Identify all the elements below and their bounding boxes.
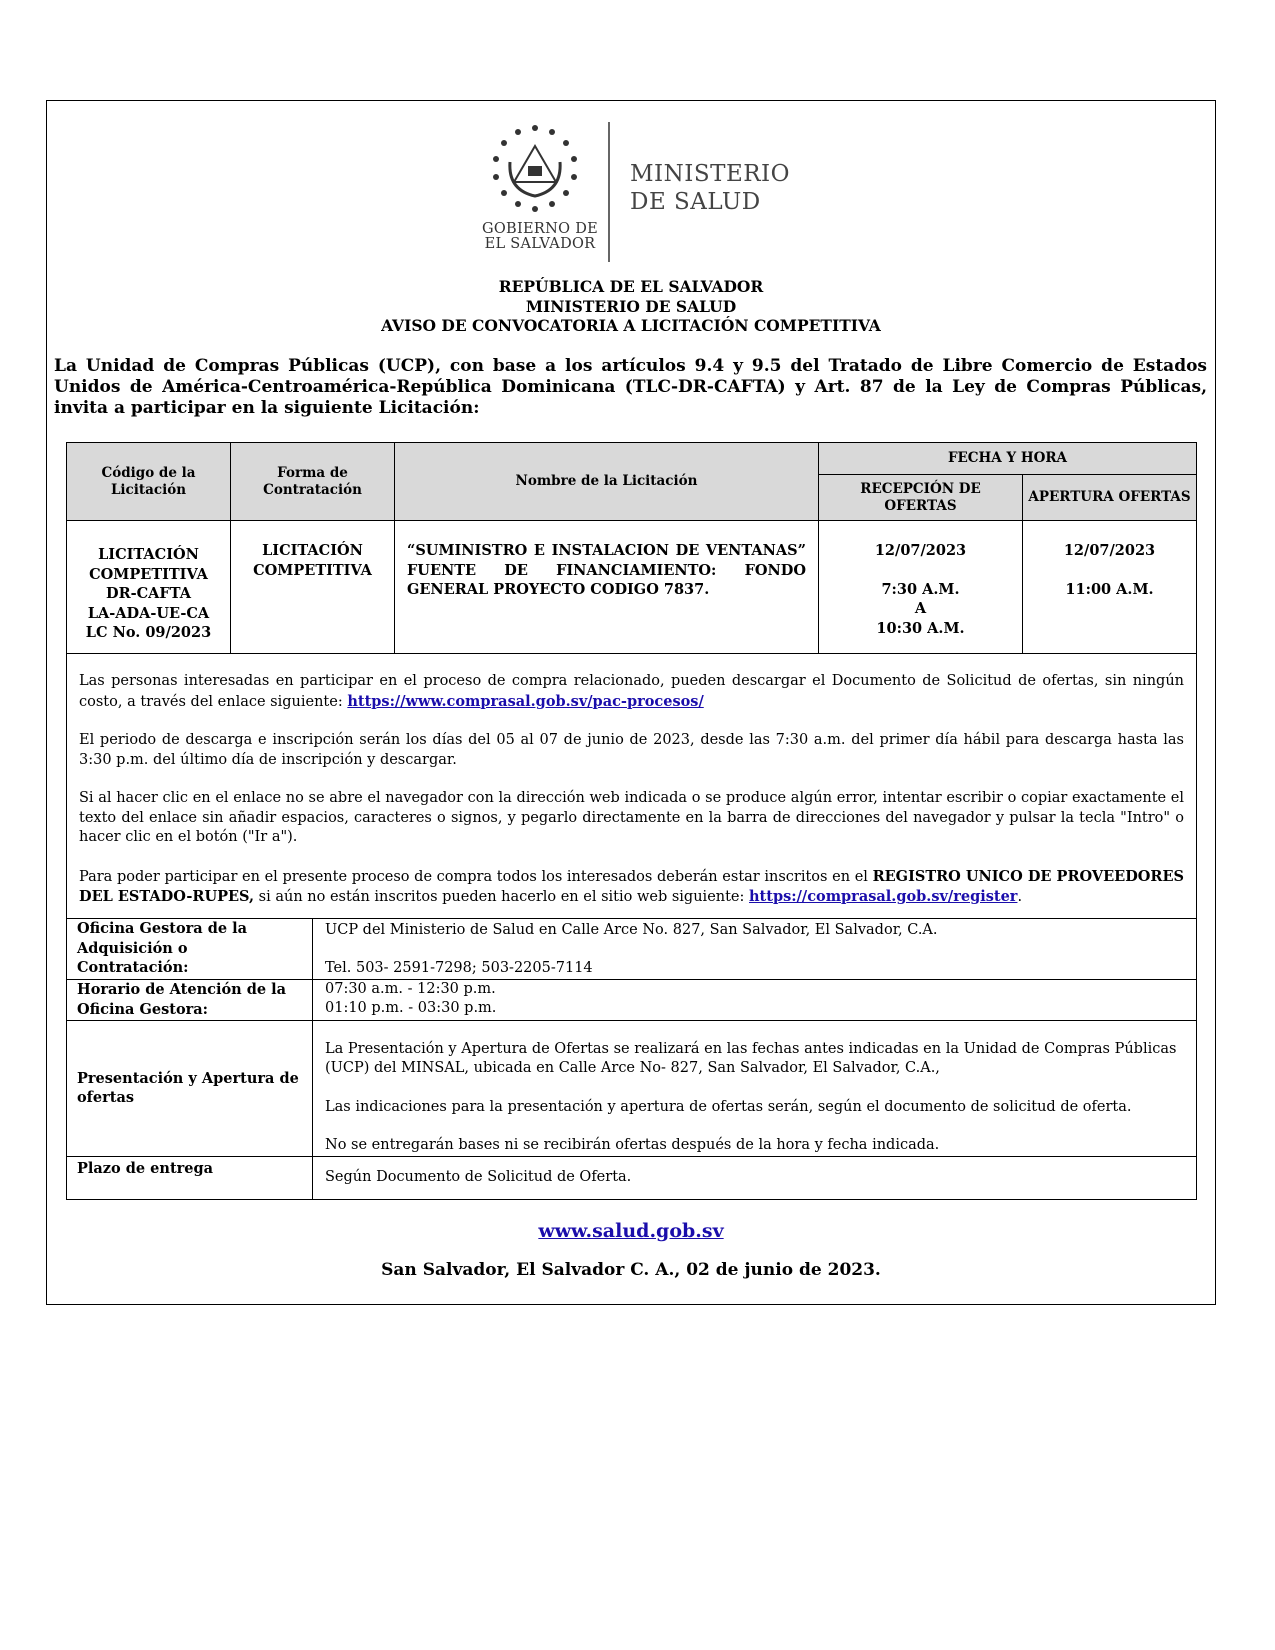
tender-table: [66, 442, 1197, 654]
header-fecha-hora: FECHA Y HORA: [819, 443, 1197, 475]
table-row: [67, 979, 1197, 1020]
horario-label: Horario de Atención de la Oficina Gestora:: [67, 979, 313, 1020]
header-codigo: Código de la Licitación: [67, 443, 231, 521]
table-row: [67, 521, 1197, 654]
gobierno-label: GOBIERNO DE EL SALVADOR: [481, 221, 599, 252]
info-cell: [67, 654, 1197, 919]
header-nombre: Nombre de la Licitación: [395, 443, 819, 521]
header-forma: Forma de Contratación: [231, 443, 395, 521]
oficina-label: Oficina Gestora de la Adquisición o Contratación:: [67, 918, 313, 979]
details-table: [66, 653, 1197, 1200]
cell-codigo: LICITACIÓN COMPETITIVA DR-CAFTA LA-ADA-UE-CA LC No. 09/2023: [67, 521, 231, 654]
ministry-logo: [480, 122, 790, 262]
plazo-value: Según Documento de Solicitud de Oferta.: [313, 1156, 1197, 1199]
national-seal-icon: [480, 122, 590, 227]
intro-paragraph: La Unidad de Compras Públicas (UCP), con base a los artículos 9.4 y 9.5 del Tratado de Libre Comercio de Estados Unidos de América-Centroamérica-República Dominicana (TLC-DR-CAFTA) y Art. 87 de la Ley de Compras Públicas, invita a participar en la siguiente Licitación:: [54, 356, 1207, 418]
table-row: [67, 918, 1197, 979]
horario-value: 07:30 a.m. - 12:30 p.m. 01:10 p.m. - 03:30 p.m.: [313, 979, 1197, 1020]
info-paragraph-1: Las personas interesadas en participar en el proceso de compra relacionado, pueden descargar el Documento de Solicitud de ofertas, sin ningún costo, a través del enlace siguiente: https://www.comprasal.gob.sv/pac-procesos/: [79, 673, 1184, 710]
table-row: [67, 1156, 1197, 1199]
footer-website: [46, 1220, 1216, 1242]
oficina-value: UCP del Ministerio de Salud en Calle Arce No. 827, San Salvador, El Salvador, C.A. Tel. 503- 2591-7298; 503-2205-7114: [313, 918, 1197, 979]
header-recepcion: RECEPCIÓN DE OFERTAS: [819, 475, 1023, 521]
cell-recepcion: 12/07/2023 7:30 A.M. A 10:30 A.M.: [819, 521, 1023, 654]
presentacion-label: Presentación y Apertura de ofertas: [67, 1020, 313, 1156]
header-apertura: APERTURA OFERTAS: [1023, 475, 1197, 521]
info-paragraph-3: Si al hacer clic en el enlace no se abre el navegador con la dirección web indicada o se produce algún error, intentar escribir o copiar exactamente el texto del enlace sin añadir espacios, caracteres o signos, y pegarlo directamente en la barra de direcciones del navegador y pulsar la tecla "Intro" o hacer clic en el botón ("Ir a").: [79, 790, 1184, 845]
salud-website-link[interactable]: www.salud.gob.sv: [538, 1220, 724, 1242]
comprasal-register-link[interactable]: https://comprasal.gob.sv/register: [749, 888, 1018, 905]
heading-line-1: REPÚBLICA DE EL SALVADOR: [498, 277, 764, 296]
cell-nombre: “SUMINISTRO E INSTALACION DE VENTANAS” FUENTE DE FINANCIAMIENTO: FONDO GENERAL PROYECTO CODIGO 7837.: [395, 521, 819, 654]
logo-divider: [608, 122, 610, 262]
comprasal-procesos-link[interactable]: https://www.comprasal.gob.sv/pac-procesos/: [347, 692, 704, 710]
cell-forma: LICITACIÓN COMPETITIVA: [231, 521, 395, 654]
plazo-label: Plazo de entrega: [67, 1156, 313, 1199]
presentacion-value: La Presentación y Apertura de Ofertas se realizará en las fechas antes indicadas en la Unidad de Compras Públicas (UCP) del MINSAL, ubicada en Calle Arce No- 827, San Salvador, El Salvador, C.A., Las indicaciones para la presentación y apertura de ofertas serán, según el documento de solicitud de oferta. No se entregarán bases ni se recibirán ofertas después de la hora y fecha indicada.: [313, 1020, 1197, 1156]
info-paragraph-4: Para poder participar en el presente proceso de compra todos los interesados deberán estar inscritos en el REGISTRO UNICO DE PROVEEDORES DEL ESTADO-RUPES, si aún no están inscritos pueden hacerlo en el sitio web siguiente: https://comprasal.gob.sv/register.: [79, 867, 1185, 905]
info-paragraph-2: El periodo de descarga e inscripción serán los días del 05 al 07 de junio de 2023, desde las 7:30 a.m. del primer día hábil para descarga hasta las 3:30 p.m. del último día de inscripción y descargar.: [79, 732, 1184, 768]
ministerio-label: MINISTERIO DE SALUD: [630, 161, 790, 215]
footer-date: San Salvador, El Salvador C. A., 02 de junio de 2023.: [381, 1260, 881, 1280]
heading-line-2: MINISTERIO DE SALUD: [525, 296, 737, 316]
heading-line-3: AVISO DE CONVOCATORIA A LICITACIÓN COMPETITIVA: [381, 316, 881, 335]
cell-apertura: 12/07/2023 11:00 A.M.: [1023, 521, 1197, 654]
document-heading: [46, 277, 1216, 336]
table-row: [67, 1020, 1197, 1156]
